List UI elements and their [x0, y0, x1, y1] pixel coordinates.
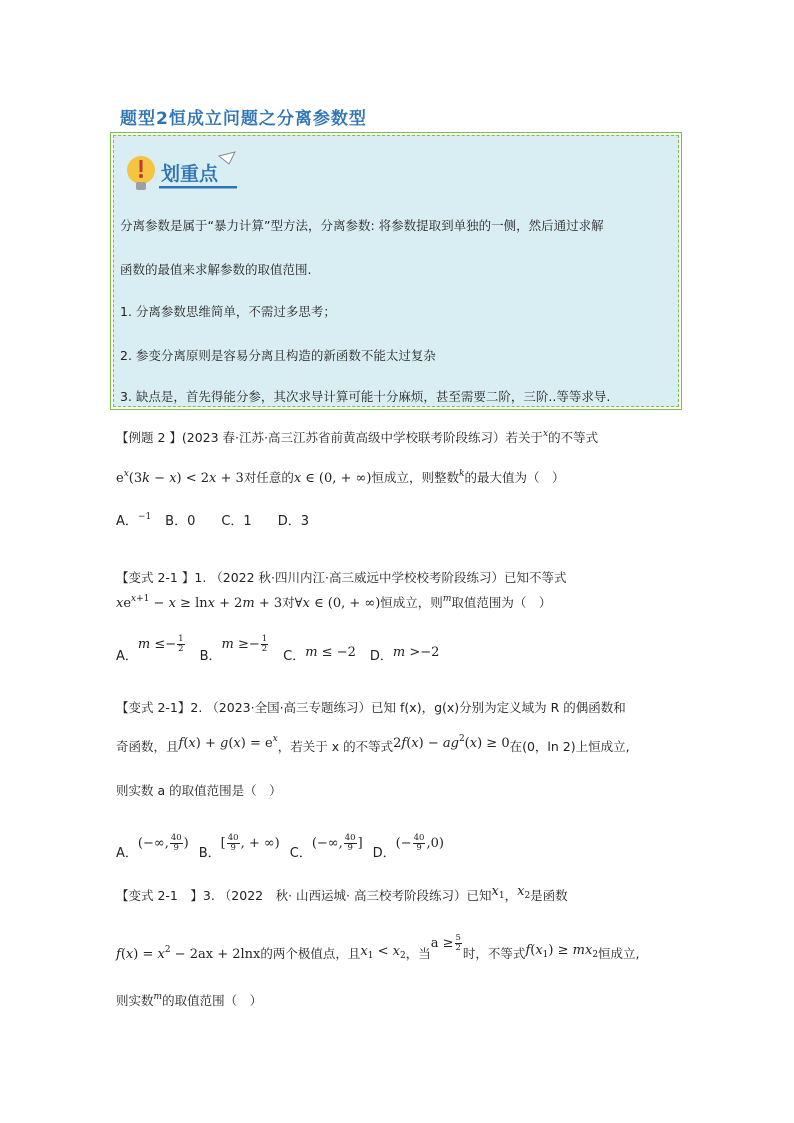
- option-c[interactable]: C．1: [221, 514, 252, 529]
- key-points-badge: [121, 150, 239, 194]
- option-d[interactable]: D．(− $\frac{40}{9}$ ,0): [372, 833, 444, 861]
- variant2-stem-line1: 【变式 2-1】2. （2023·全国·高三专题练习）已知 f(x)，g(x)分别为定义域为 R 的偶函数和: [116, 700, 626, 715]
- option-a[interactable]: A．m ≤− $\frac{1}{2}$: [116, 634, 184, 664]
- variant1-stem-line1: 【变式 2-1 】1. （2022 秋·四川内江·高三威远中学校校考阶段练习）已知不等式: [116, 570, 567, 585]
- option-b[interactable]: B．[ $\frac{40}{9}$ , + ∞): [198, 833, 280, 861]
- variant1-options: [116, 634, 440, 666]
- key-points-line: 2. 参变分离原则是容易分离且构造的新函数不能太过复杂: [120, 348, 436, 363]
- option-b[interactable]: B．0: [165, 514, 196, 529]
- option-d[interactable]: D．3: [277, 514, 309, 529]
- variant3-stem-line2: $f(x) = x^2 - 2ax + 2\ln x$的两个极值点，且$x_1 < x_2$，当a ≥ $\frac{5}{2}$ 时，不等式$f(x_1) \ge mx_2$恒成立,: [116, 933, 640, 962]
- key-points-line: 3. 缺点是，首先得能分参，其次求导计算可能十分麻烦，甚至需要二阶，三阶..等等求导.: [120, 389, 611, 404]
- variant2-stem-line2: 奇函数，且$f(x) + g(x) = e^x$，若关于 x 的不等式$2f(x) - ag^2(x) \ge 0$在(0，ln 2)上恒成立,: [116, 734, 630, 754]
- option-d[interactable]: D．m >−2: [369, 645, 440, 664]
- example2-options: [116, 510, 309, 529]
- section-title: 题型2恒成立问题之分离参数型: [120, 109, 367, 129]
- option-b[interactable]: B．m ≥− $\frac{1}{2}$: [199, 634, 268, 664]
- paper-plane-icon: [219, 152, 235, 164]
- option-a[interactable]: A．$^{-1}$: [116, 512, 152, 529]
- variant2-stem-line3: 则实数 a 的取值范围是（ ）: [116, 783, 282, 798]
- variant2-options: [116, 833, 444, 863]
- key-points-box: [113, 135, 679, 407]
- variant3-stem-line3: 则实数$^m$的取值范围（ ）: [116, 992, 263, 1008]
- variant1-stem-line2: $xe^{x+1} - x \ge \ln x + 2m + 3$对∀x ∈ (0, + ∞)恒成立，则$^m$取值范围为（ ）: [116, 594, 552, 611]
- example2-stem-line1: 【例题 2 】(2023 春·江苏·高三江苏省前黄高级中学校联考阶段练习）若关于$^x$的不等式: [116, 429, 599, 445]
- key-points-line: 1. 分离参数思维简单，不需过多思考；: [120, 304, 336, 319]
- option-a[interactable]: A．(−∞, $\frac{40}{9}$ ): [116, 833, 189, 861]
- example2-stem-line2: $e^x(3k - x) < 2x + 3$对任意的x ∈ (0, + ∞)恒成立，则整数$^k$的最大值为（ ）: [116, 469, 565, 486]
- option-c[interactable]: C．(−∞, $\frac{40}{9}$ ]: [289, 833, 363, 861]
- option-c[interactable]: C．m ≤ −2: [283, 645, 356, 664]
- key-points-badge-text: 划重点: [161, 163, 219, 185]
- key-points-line: 分离参数是属于“暴力计算”型方法，分离参数: 将参数提取到单独的一侧，然后通过求解: [120, 218, 604, 233]
- variant3-stem-line1: 【变式 2-1 】3. （2022 秋· 山西运城· 高三校考阶段练习）已知$x_1$，$x_2$是函数: [116, 884, 568, 903]
- key-points-line: 函数的最值来求解参数的取值范围.: [120, 262, 312, 277]
